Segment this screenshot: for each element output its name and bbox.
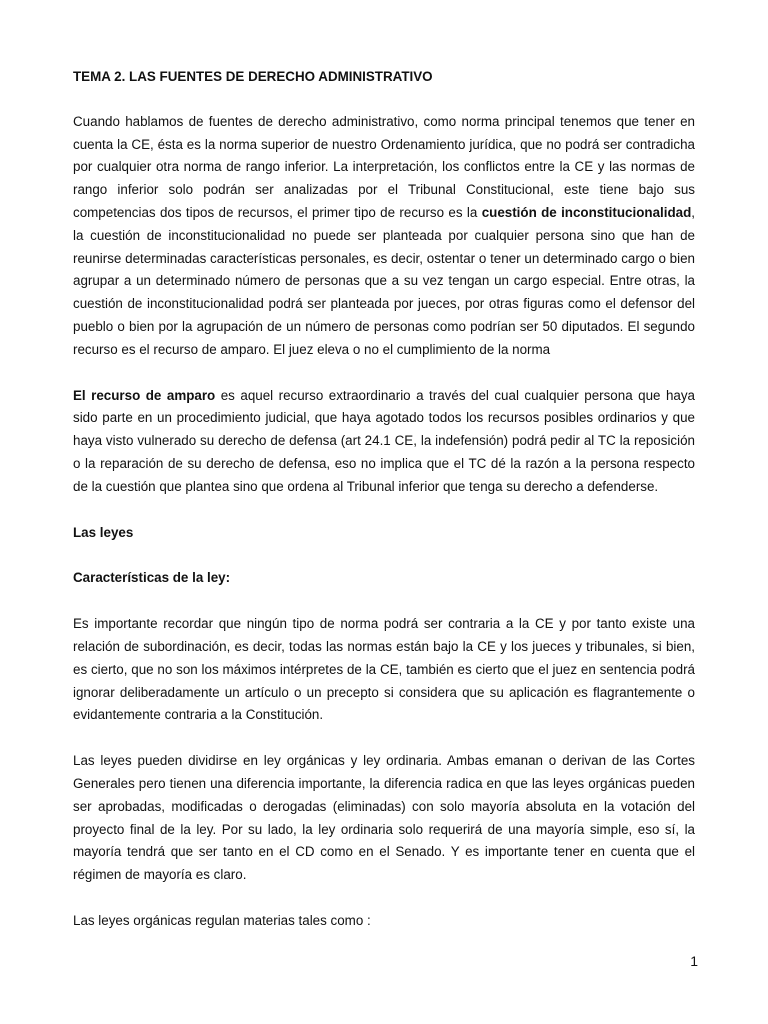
term-recurso-amparo: El recurso de amparo [73,387,216,403]
spacer [73,362,695,385]
spacer [73,499,695,522]
term-cuestion-inconstitucionalidad: cuestión de inconstitucionalidad [481,204,692,220]
paragraph-tipos-leyes: Las leyes pueden dividirse en ley orgánicas y ley ordinaria. Ambas emanan o derivan de las Cortes Generales pero tienen una diferencia importante, la diferencia radica en que las leyes orgánicas pueden ser aprobadas, modificadas o derogadas (eliminadas) con solo mayoría absoluta en la votación del proyecto final de la ley. Por su lado, la ley ordinaria solo requerirá de una mayoría simple, eso sí, la mayoría tendrá que ser tanto en el CD como en el Senado. Y es importante tener en cuenta que el régimen de mayoría es claro. [73,753,695,883]
paragraph-fuentes [73,111,695,362]
spacer [73,544,695,567]
document-title: TEMA 2. LAS FUENTES DE DERECHO ADMINISTRATIVO [73,69,433,84]
section-heading-leyes: Las leyes [73,524,134,540]
paragraph-leyes-organicas: Las leyes orgánicas regulan materias tales como : [73,912,371,928]
paragraph-recurso-amparo [73,385,695,499]
paragraph-fuentes-text-a: Cuando hablamos de fuentes de derecho administrativo, como norma principal tenemos que tener en cuenta la CE, ésta es la norma superior de nuestro Ordenamiento jurídica, que no podrá ser contradicha por cualquier otra norma de rango inferior. La interpretación, los conflictos entre la CE y las normas de rango inferior solo podrán ser analizadas por el Tribunal Constitucional, este tiene bajo sus competencias dos tipos de recursos, el primer tipo de recurso es la [73,113,695,220]
paragraph-subordinacion: Es importante recordar que ningún tipo de norma podrá ser contraria a la CE y por tanto existe una relación de subordinación, es decir, todas las normas están bajo la CE y los jueces y tribunales, si bien, es cierto, que no son los máximos intérpretes de la CE, también es cierto que el juez en sentencia podrá ignorar deliberadamente un artículo o un precepto si considera que su aplicación es flagrantemente o evidantemente contraria a la Constitución. [73,616,695,723]
page-number: 1 [690,953,698,969]
spacer [73,590,695,613]
document-body [73,66,695,933]
spacer [73,727,695,750]
spacer [73,89,695,111]
spacer [73,887,695,910]
section-heading-caracteristicas: Características de la ley: [73,570,231,586]
paragraph-recurso-amparo-text: es aquel recurso extraordinario a través del cual cualquier persona que haya sido parte en un procedimiento judicial, que haya agotado todos los recursos posibles ordinarios y que haya visto vulnerado su derecho de defensa (art 24.1 CE, la indefensión) podrá pedir al TC la reposición o la reparación de su derecho de defensa, eso no implica que el TC dé la razón a la persona respecto de la cuestión que plantea sino que ordena al Tribunal inferior que tenga su derecho a defenderse. [73,387,695,494]
paragraph-fuentes-text-b: , la cuestión de inconstitucionalidad no puede ser planteada por cualquier persona sino que han de reunirse determinadas características personales, es decir, ostentar o tener un determinado cargo o bien agrupar a un determinado número de personas que a su vez tengan un cargo especial. Entre otras, la cuestión de inconstitucionalidad podrá ser planteada por jueces, por otras figuras como el defensor del pueblo o bien por la agrupación de un número de personas como podrían ser 50 diputados. El segundo recurso es el recurso de amparo. El juez eleva o no el cumplimiento de la norma [73,204,695,357]
